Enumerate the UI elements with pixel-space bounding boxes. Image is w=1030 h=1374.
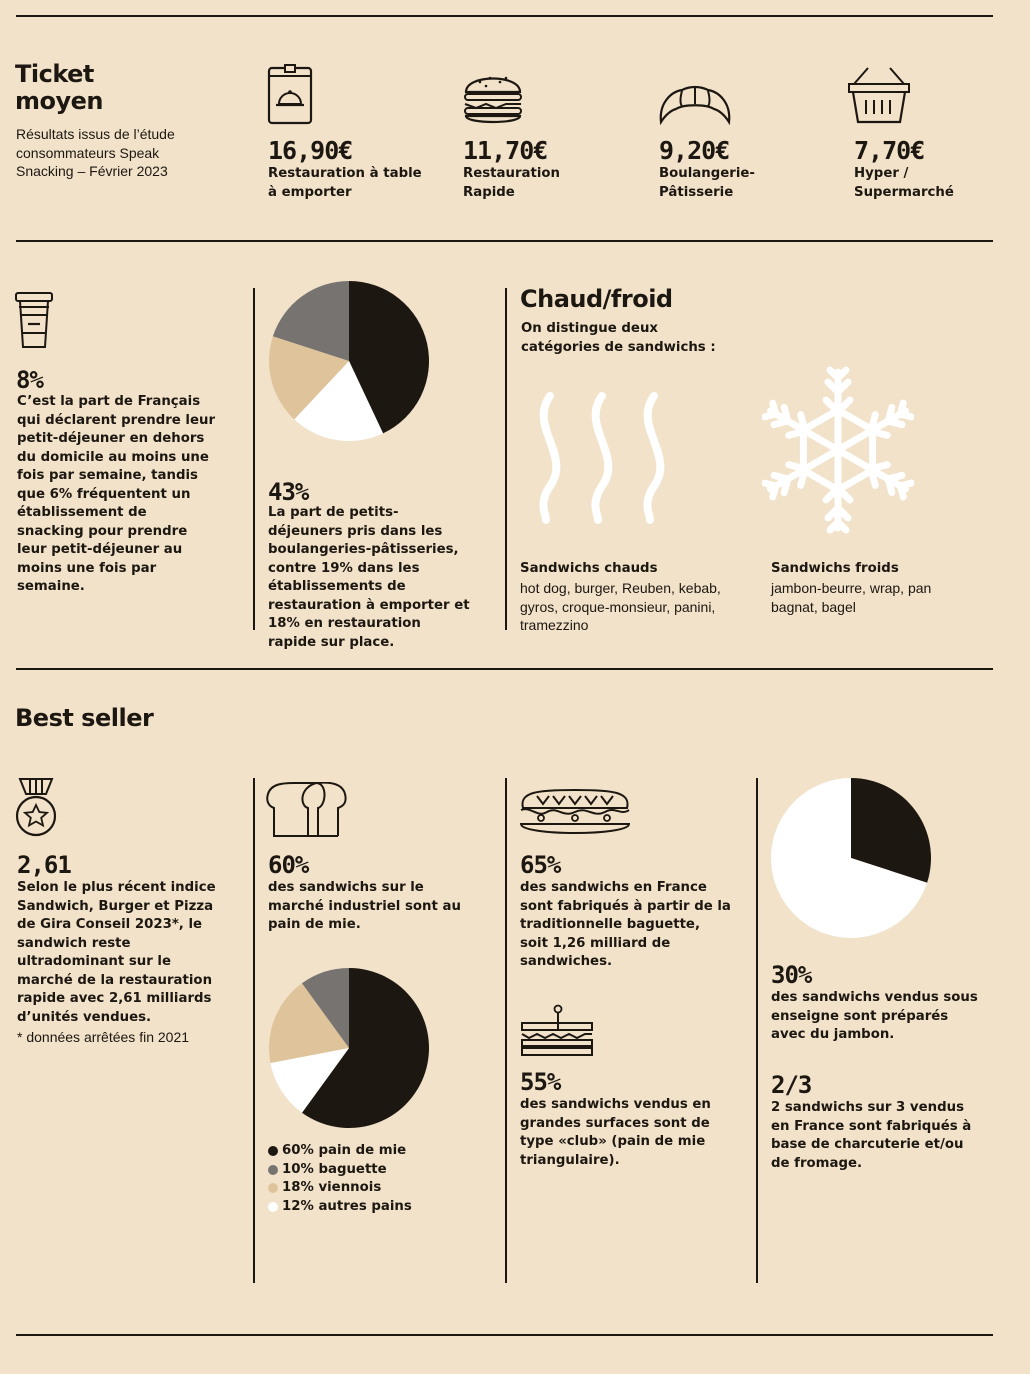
divider-3c (756, 778, 758, 1283)
ticket-title: Ticket moyen (15, 60, 104, 115)
label-table-takeaway: Restauration à table à emporter (268, 166, 422, 200)
divider-2a (253, 288, 255, 630)
baguette-sandwich-icon (517, 788, 633, 838)
snowflake-icon (762, 366, 914, 534)
legend-item (268, 1161, 412, 1180)
bakery-share-stat: 43% (268, 478, 309, 506)
breakfast-text: C’est la part de Français qui déclarent prendre leur petit-déjeuner en dehors du domicile au moins une fois par semaine, tandis que 6% fréquentent un établissement de snacking pour prendre leur petit-déjeuner au moins une fois par semaine. (17, 394, 216, 594)
legend-label: 60% pain de mie (282, 1143, 407, 1158)
coffee-cup-icon (14, 291, 54, 349)
legend-item (268, 1198, 412, 1217)
charcuterie-stat: 2/3 (771, 1071, 812, 1099)
label-bakery: Boulangerie-Pâtisserie (659, 166, 755, 200)
jambon-stat: 30% (771, 961, 812, 989)
price-fast-food: 11,70€ (463, 136, 548, 165)
legend-item (268, 1179, 412, 1198)
divider-3b (505, 778, 507, 1283)
bread-loaf-icon (266, 782, 348, 838)
cold-sandwiches-text: jambon-beurre, wrap, pan bagnat, bagel (771, 580, 932, 615)
best-seller-title: Best seller (15, 704, 154, 732)
baguette-text: des sandwichs en France sont fabriqués à partir de la traditionnelle baguette, soit 1,26 milliard de sandwiches. (520, 880, 731, 969)
index-stat: 2,61 (17, 851, 71, 879)
top-rule (16, 15, 993, 17)
legend-label: 10% baguette (282, 1161, 387, 1177)
rule-2 (16, 668, 993, 670)
price-bakery: 9,20€ (659, 136, 730, 165)
legend-label: 12% autres pains (282, 1198, 412, 1214)
price-supermarket: 7,70€ (854, 136, 925, 165)
legend-dot (268, 1183, 278, 1193)
hot-sandwiches-text: hot dog, burger, Reuben, kebab, gyros, croque-monsieur, panini, tramezzino (520, 580, 721, 633)
breakfast-pie-chart (268, 280, 430, 442)
bottom-rule (16, 1334, 993, 1336)
bread-type-pie-chart (268, 967, 430, 1129)
legend-dot (268, 1146, 278, 1156)
club-text: des sandwichs vendus en grandes surfaces sont de type «club» (pain de mie triangulaire). (520, 1097, 711, 1168)
club-sandwich-icon (519, 1002, 595, 1058)
burger-icon (462, 64, 524, 126)
label-supermarket: Hyper / Supermarché (854, 166, 954, 200)
index-text: Selon le plus récent indice Sandwich, Burger et Pizza de Gira Conseil 2023*, le sandwich reste ultradominant sur le marché de la restauration rapide avec 2,61 milliards d’unités vendues. (17, 880, 216, 1025)
croissant-icon (656, 82, 734, 126)
chaud-froid-title: Chaud/froid (520, 285, 673, 313)
jambon-pie-chart (770, 777, 932, 939)
jambon-text: des sandwichs vendus sous enseigne sont préparés avec du jambon. (771, 990, 978, 1042)
label-fast-food: Restauration Rapide (463, 166, 561, 200)
club-stat: 55% (520, 1068, 561, 1096)
divider-2b (505, 288, 507, 630)
legend-dot (268, 1165, 278, 1175)
bread-type-legend (268, 1142, 412, 1216)
legend-item (268, 1142, 412, 1161)
medal-icon (14, 776, 58, 838)
pain-de-mie-stat: 60% (268, 851, 309, 879)
legend-label: 18% viennois (282, 1180, 382, 1195)
index-note: * données arrêtées fin 2021 (17, 1029, 190, 1045)
chaud-froid-subtitle: On distingue deux catégories de sandwichs : (521, 321, 716, 355)
pain-de-mie-text: des sandwichs sur le marché industriel sont au pain de mie. (268, 880, 461, 932)
breakfast-stat: 8% (16, 366, 43, 394)
charcuterie-text: 2 sandwichs sur 3 vendus en France sont fabriqués à base de charcuterie et/ou de fromage. (771, 1100, 972, 1171)
basket-icon (846, 64, 912, 126)
legend-dot (268, 1202, 278, 1212)
cold-sandwiches-title: Sandwichs froids (771, 561, 899, 576)
ticket-source: Résultats issus de l’étude consommateurs Speak Snacking – Février 2023 (16, 126, 175, 179)
hot-sandwiches-title: Sandwichs chauds (520, 561, 658, 576)
divider-3a (253, 778, 255, 1283)
bakery-share-text: La part de petits-déjeuners pris dans les boulangeries-pâtisseries, contre 19% dans les établissements de restauration à emporter et 18% en restauration rapide sur place. (268, 505, 470, 650)
heat-waves-icon (528, 386, 674, 530)
takeaway-bag-icon (264, 62, 316, 126)
price-table-takeaway: 16,90€ (268, 136, 353, 165)
rule-1 (16, 240, 993, 242)
baguette-stat: 65% (520, 851, 561, 879)
